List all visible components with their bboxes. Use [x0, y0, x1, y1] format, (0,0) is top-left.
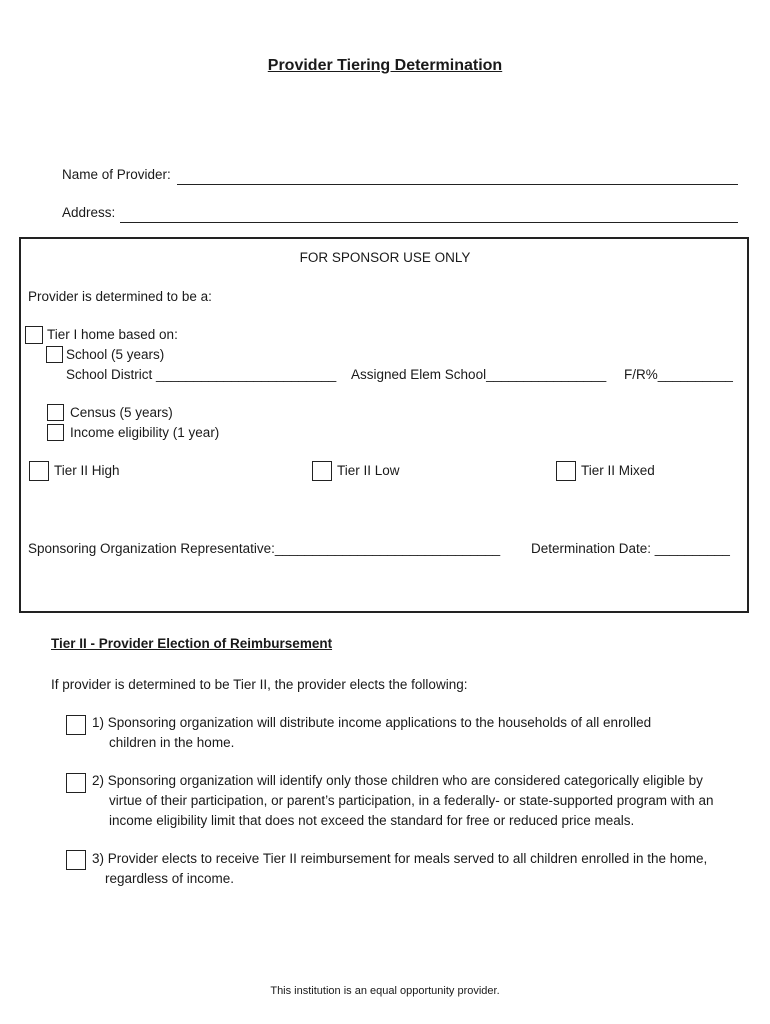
- option3-checkbox[interactable]: [66, 850, 86, 870]
- option2-checkbox[interactable]: [66, 773, 86, 793]
- representative-label: Sponsoring Organization Representative:______________________________: [28, 541, 501, 556]
- tier1-label: Tier I home based on:: [47, 327, 178, 342]
- option2-text-line1: 2) Sponsoring organization will identify only those children who are considered categorically eligible by: [92, 773, 703, 788]
- sponsor-heading: FOR SPONSOR USE ONLY: [299, 250, 471, 265]
- determination-date-label: Determination Date: __________: [531, 541, 730, 556]
- fr-percent-label: F/R%__________: [624, 367, 733, 382]
- page-title: Provider Tiering Determination: [267, 57, 503, 74]
- provider-name-label: Name of Provider:: [62, 167, 171, 182]
- tier2-high-label: Tier II High: [54, 463, 120, 478]
- determined-label: Provider is determined to be a:: [28, 289, 212, 304]
- option3-text-line1: 3) Provider elects to receive Tier II reimbursement for meals served to all children enrolled in the home,: [92, 851, 708, 866]
- school-checkbox[interactable]: [46, 346, 63, 363]
- address-label: Address:: [62, 205, 116, 220]
- tier2-low-label: Tier II Low: [337, 463, 400, 478]
- tier2-low-checkbox[interactable]: [312, 461, 332, 481]
- election-intro: If provider is determined to be Tier II, the provider elects the following:: [51, 677, 468, 692]
- tier2-high-checkbox[interactable]: [29, 461, 49, 481]
- provider-name-field[interactable]: [177, 184, 738, 185]
- census-label: Census (5 years): [70, 405, 173, 420]
- school-label: School (5 years): [66, 347, 165, 362]
- income-checkbox[interactable]: [47, 424, 64, 441]
- tier2-mixed-checkbox[interactable]: [556, 461, 576, 481]
- census-checkbox[interactable]: [47, 404, 64, 421]
- option2-text-line2: virtue of their participation, or parent’s participation, in a federally- or state-supported program with an: [109, 793, 714, 808]
- footer-statement: This institution is an equal opportunity provider.: [270, 985, 500, 997]
- tier2-mixed-label: Tier II Mixed: [581, 463, 655, 478]
- option2-text-line3: income eligibility limit that does not exceed the standard for free or reduced price meals.: [109, 813, 635, 828]
- income-label: Income eligibility (1 year): [70, 425, 220, 440]
- election-heading: Tier II - Provider Election of Reimbursement: [51, 636, 333, 651]
- tier1-checkbox[interactable]: [25, 326, 43, 344]
- school-district-label: School District ________________________: [66, 367, 337, 382]
- option1-checkbox[interactable]: [66, 715, 86, 735]
- option1-text-line1: 1) Sponsoring organization will distribute income applications to the households of all enrolled: [92, 715, 652, 730]
- address-field[interactable]: [120, 222, 738, 223]
- assigned-school-label: Assigned Elem School________________: [351, 367, 607, 382]
- option3-text-line2: regardless of income.: [105, 871, 235, 886]
- option1-text-line2: children in the home.: [109, 735, 235, 750]
